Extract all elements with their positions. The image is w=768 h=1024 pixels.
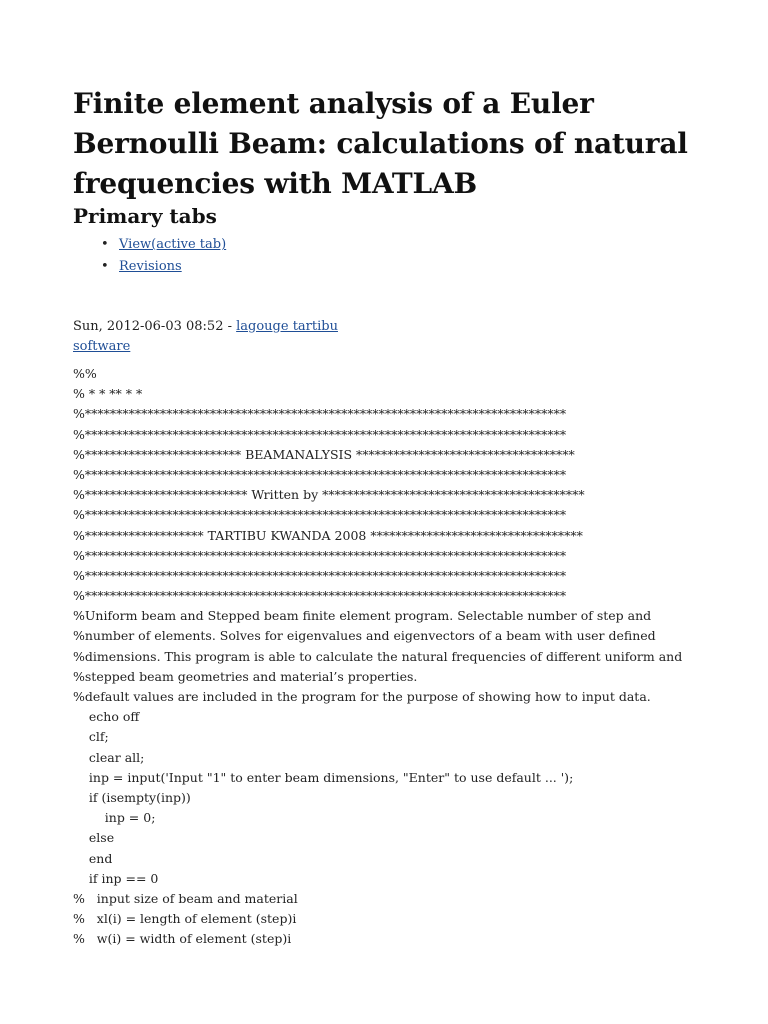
code-line: %***************************************************************************** <box>73 406 567 422</box>
code-line: if inp == 0 <box>73 870 159 886</box>
code-line: %************************* BEAMANALYSIS *********************************** <box>73 446 575 462</box>
category-line <box>73 337 338 357</box>
code-line: %default values are included in the program for the purpose of showing how to input data. <box>73 689 651 704</box>
primary-tabs-heading: Primary tabs <box>73 204 217 228</box>
code-line: inp = input('Input "1" to enter beam dimensions, "Enter" to use default ... '); <box>73 769 574 785</box>
code-line: %************************** Written by ****************************************** <box>73 487 585 503</box>
code-line: % input size of beam and material <box>73 890 298 906</box>
code-line: clear all; <box>73 749 145 765</box>
code-line: %% <box>73 366 97 381</box>
tab-view-link[interactable]: View(active tab) <box>119 237 227 252</box>
primary-tabs-list <box>73 234 226 278</box>
code-line: clf; <box>73 729 109 745</box>
code-line: %***************************************************************************** <box>73 567 567 583</box>
code-line: %dimensions. This program is able to calculate the natural frequencies of different uniform and <box>73 648 683 664</box>
code-line: %***************************************************************************** <box>73 466 567 482</box>
code-line: %Uniform beam and Stepped beam finite element program. Selectable number of step and <box>73 608 652 624</box>
code-line: else <box>73 830 115 846</box>
code-line: %stepped beam geometries and material’s properties. <box>73 668 418 684</box>
code-line: end <box>73 850 113 866</box>
code-line: inp = 0; <box>73 810 156 826</box>
tab-revisions <box>73 256 226 278</box>
tab-revisions-link[interactable]: Revisions <box>119 259 182 274</box>
code-line: if (isempty(inp)) <box>73 789 191 805</box>
page-title: Finite element analysis of a Euler Bernoulli Beam: calculations of natural frequencies with MATLAB <box>73 87 688 200</box>
code-line: %number of elements. Solves for eigenvalues and eigenvectors of a beam with user defined <box>73 628 656 644</box>
code-line: % w(i) = width of element (step)i <box>73 931 292 947</box>
code-line: % * * ** * * <box>73 386 143 402</box>
matlab-code-block <box>73 364 713 949</box>
code-line: % xl(i) = length of element (step)i <box>73 911 297 927</box>
tab-view <box>73 234 226 256</box>
submitted-line <box>73 317 338 337</box>
code-line: echo off <box>73 709 140 725</box>
code-line: %***************************************************************************** <box>73 507 567 523</box>
code-line: %******************* TARTIBU KWANDA 2008 ********************************** <box>73 527 583 543</box>
post-meta <box>73 317 338 357</box>
code-line: %***************************************************************************** <box>73 588 567 604</box>
code-line: %***************************************************************************** <box>73 547 567 563</box>
post-date: Sun, 2012-06-03 08:52 - <box>73 319 237 334</box>
author-link[interactable]: lagouge tartibu <box>236 319 338 334</box>
category-link[interactable]: software <box>73 339 131 354</box>
code-line: %***************************************************************************** <box>73 426 567 442</box>
